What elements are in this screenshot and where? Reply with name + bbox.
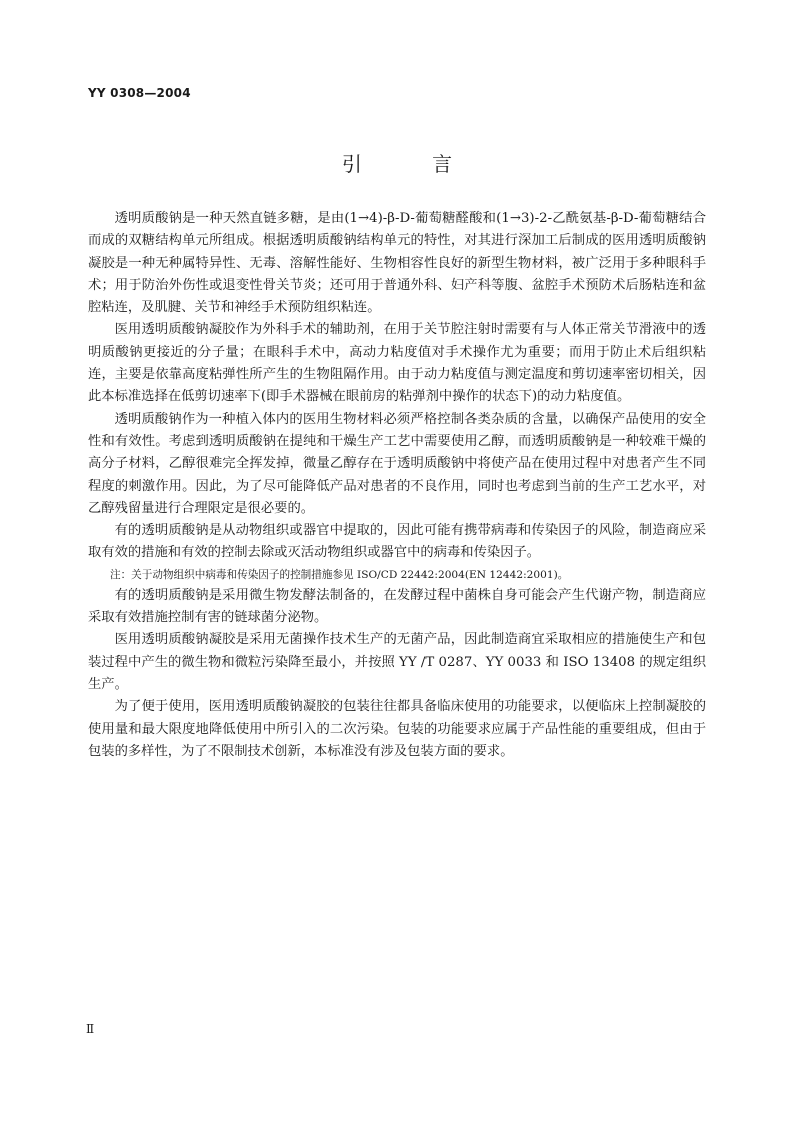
paragraph-7: 为了便于使用，医用透明质酸钠凝胶的包装往往都具备临床使用的功能要求，以便临床上控制凝胶的使用量和最大限度地降低使用中所引入的二次污染。包装的功能要求应属于产品性能的重要组成，但由于包装的多样性，为了不限制技术创新，本标准没有涉及包装方面的要求。 bbox=[88, 699, 706, 759]
page-number: Ⅱ bbox=[86, 1022, 95, 1036]
note: 注：关于动物组织中病毒和传染因子的控制措施参见 ISO/CD 22442:2004(EN 12442:2001)。 bbox=[110, 568, 569, 581]
paragraph-6: 医用透明质酸钠凝胶是采用无菌操作技术生产的无菌产品，因此制造商宜采取相应的措施使生产和包装过程中产生的微生物和微粒污染降至最小，并按照 YY /T 0287、YY 0033 和 ISO 13408 的规定组织生产。 bbox=[88, 632, 706, 692]
paragraph-2: 医用透明质酸钠凝胶作为外科手术的辅助剂，在用于关节腔注射时需要有与人体正常关节滑液中的透明质酸钠更接近的分子量；在眼科手术中，高动力粘度值对手术操作尤为重要；而用于防止术后组织粘连，主要是依靠高度粘弹性所产生的生物阻隔作用。由于动力粘度值与测定温度和剪切速率密切相关，因此本标准选择在低剪切速率下(即手术器械在眼前房的粘弹剂中操作的状态下)的动力粘度值。 bbox=[88, 322, 706, 405]
paragraph-5: 有的透明质酸钠是采用微生物发酵法制备的，在发酵过程中菌株自身可能会产生代谢产物，制造商应采取有效措施控制有害的链球菌分泌物。 bbox=[88, 587, 706, 626]
paragraph-3: 透明质酸钠作为一种植入体内的医用生物材料必须严格控制各类杂质的含量，以确保产品使用的安全性和有效性。考虑到透明质酸钠在提纯和干燥生产工艺中需要使用乙醇，而透明质酸钠是一种较难干燥的高分子材料，乙醇很难完全挥发掉，微量乙醇存在于透明质酸钠中将使产品在使用过程中对患者产生不同程度的刺激作用。因此，为了尽可能降低产品对患者的不良作用，同时也考虑到当前的生产工艺水平，对乙醇残留量进行合理限定是很必要的。 bbox=[88, 411, 706, 516]
paragraph-1: 透明质酸钠是一种天然直链多糖，是由(1→4)-β-D-葡萄糖醛酸和(1→3)-2-乙酰氨基-β-D-葡萄糖结合而成的双糖结构单元所组成。根据透明质酸钠结构单元的特性，对其进行深加工后制成的医用透明质酸钠凝胶是一种无种属特异性、无毒、溶解性能好、生物相容性良好的新型生物材料，被广泛用于多种眼科手术；用于防治外伤性或退变性骨关节炎；还可用于普通外科、妇产科等腹、盆腔手术预防术后肠粘连和盆腔粘连，及肌腱、关节和神经手术预防组织粘连。 bbox=[88, 211, 706, 316]
page-title: 引 言 bbox=[341, 152, 485, 176]
body-text bbox=[88, 208, 706, 763]
paragraph-4: 有的透明质酸钠是从动物组织或器官中提取的，因此可能有携带病毒和传染因子的风险，制造商应采取有效的措施和有效的控制去除或灭活动物组织或器官中的病毒和传染因子。 bbox=[88, 523, 706, 561]
standard-code: YY 0308—2004 bbox=[88, 86, 191, 100]
